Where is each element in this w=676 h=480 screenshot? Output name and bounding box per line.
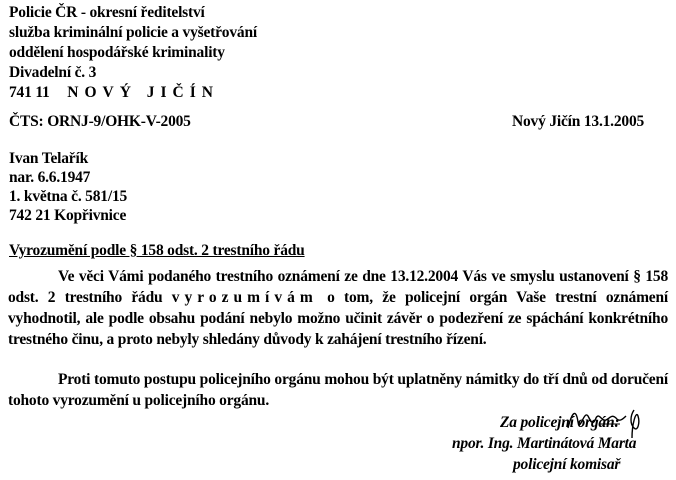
place-date: Nový Jičín 13.1.2005 bbox=[512, 113, 645, 130]
subject-heading: Vyrozumění podle § 158 odst. 2 trestního řádu bbox=[9, 242, 305, 259]
sender-postcode: 741 11 bbox=[9, 84, 50, 101]
signature-name: npor. Ing. Martinátová Marta bbox=[452, 435, 637, 452]
sender-line-4: Divadelní č. 3 bbox=[9, 64, 97, 81]
recipient-born: nar. 6.6.1947 bbox=[9, 169, 91, 186]
reference-number: ČTS: ORNJ-9/OHK-V-2005 bbox=[9, 113, 191, 130]
paragraph-1-before: Ve věci Vámi podaného trestního oznámení ze dne 13.12.2004 Vás ve smyslu ustanovení § 158 odst. 2 trestního řádu bbox=[8, 268, 668, 306]
sender-line-1: Policie ČR - okresní ředitelství bbox=[9, 4, 205, 21]
sender-line-2: služba kriminální policie a vyšetřování bbox=[9, 24, 257, 41]
paragraph-2: Proti tomuto postupu policejního orgánu mohou být uplatněny námitky do tří dnů od doručení tohoto vyrozumění u policejního orgánu. bbox=[8, 371, 668, 409]
sender-postcode-line bbox=[9, 84, 219, 102]
signature-title: policejní komisař bbox=[513, 456, 621, 473]
recipient-street: 1. května č. 581/15 bbox=[9, 188, 128, 205]
sender-city: NOVÝ JIČÍN bbox=[67, 84, 219, 101]
recipient-name: Ivan Telařík bbox=[9, 150, 89, 167]
paragraph-1-emphasis: vyrozumívám bbox=[171, 289, 318, 306]
recipient-city: 742 21 Kopřivnice bbox=[9, 207, 127, 224]
paragraph-1-after: o tom, že policejní orgán Vaše trestní oznámení vyhodnotil, ale podle obsahu podání nebylo možno učinit závěr o podezření ze spáchání konkrétního trestného činu, a proto nebyly shledány důvody k zahájení trestního řízení. bbox=[8, 289, 668, 348]
sender-line-3: oddělení hospodářské kriminality bbox=[9, 44, 225, 61]
signature-line-1: Za policejní orgán: bbox=[500, 414, 620, 431]
paragraph-1 bbox=[8, 266, 668, 350]
